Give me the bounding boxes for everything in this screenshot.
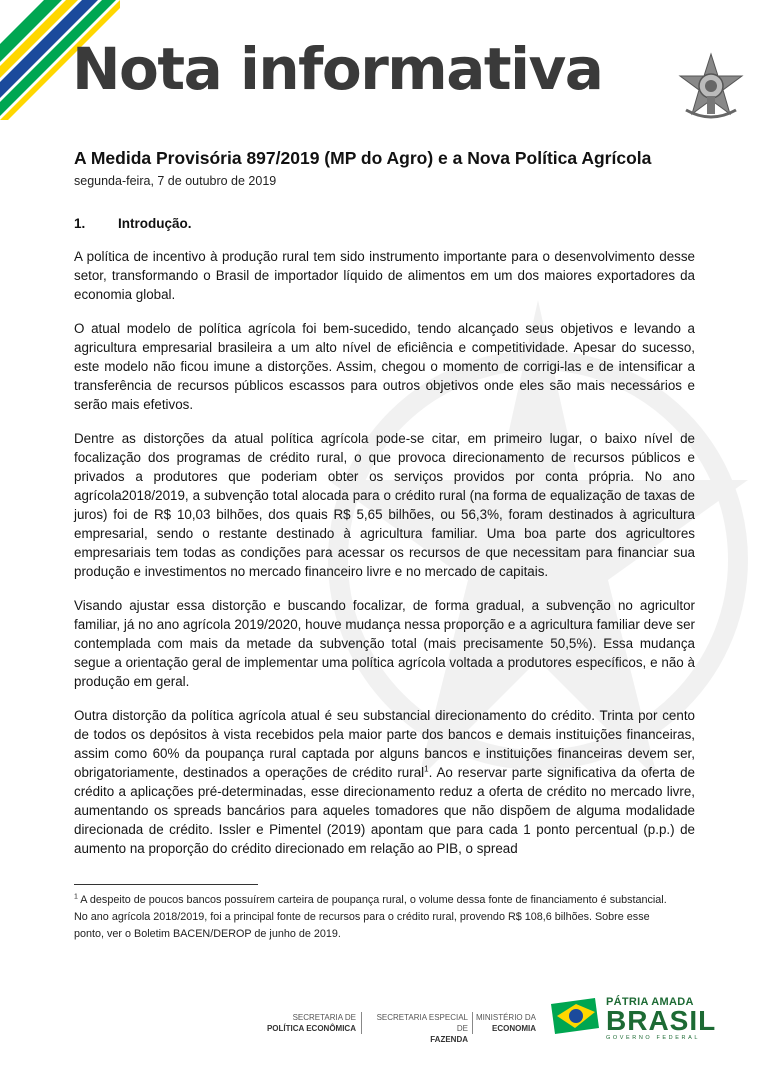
footnote bbox=[74, 892, 674, 943]
paragraph-text: Outra distorção da política agrícola atual é seu substancial direcionamento do crédito. Trinta por cento de todos os depósitos à vista recebidos pela maior parte dos bancos e demais instituições financeiras, assim como 60% da poupança rural captada por alguns bancos e instituições financeiras devem ser, obrigatoriamente, destinados a operações de crédito rural bbox=[74, 708, 695, 780]
document-title: A Medida Provisória 897/2019 (MP do Agro) e a Nova Política Agrícola bbox=[74, 148, 652, 168]
body-text bbox=[74, 247, 695, 873]
footer-label-bold: FAZENDA bbox=[430, 1035, 468, 1044]
logo-governo-federal: GOVERNO FEDERAL bbox=[606, 1035, 701, 1041]
footer-divider bbox=[472, 1012, 473, 1034]
section-heading bbox=[74, 216, 192, 231]
footer-label-bold: POLÍTICA ECONÔMICA bbox=[266, 1024, 356, 1033]
footer-ministerio-economia bbox=[474, 1012, 536, 1034]
coat-of-arms-icon bbox=[676, 52, 746, 122]
page-header-title: Nota informativa bbox=[72, 35, 603, 103]
footnote-divider bbox=[74, 884, 258, 885]
paragraph: O atual modelo de política agrícola foi bem-sucedido, tendo alcançado seus objetivos e levando a agricultura empresarial brasileira a um alto nível de eficiência e competitividade. Apesar do sucesso, este modelo não ficou imune a distorções. Assim, chegou o momento de corrigi-las e de intensificar a transferência de recursos públicos escassos para outros objetivos onde eles são mais necessários e serão mais efetivos. bbox=[74, 321, 695, 412]
footer-label: SECRETARIA ESPECIAL DE bbox=[376, 1013, 468, 1033]
paragraph bbox=[74, 706, 695, 858]
footnote-text: A despeito de poucos bancos possuírem carteira de poupança rural, o volume dessa fonte de financiamento é substancial. No ano agrícola 2018/2019, foi a principal fonte de recursos para o crédito rural, provendo R$ 108,6 bilhões. Sobre esse ponto, ver o Boletim BACEN/DEROP de junho de 2019. bbox=[74, 894, 667, 940]
patria-amada-brasil-logo bbox=[606, 996, 716, 1042]
footer-label: MINISTÉRIO DA bbox=[475, 1013, 536, 1022]
footer-secretaria-fazenda bbox=[364, 1012, 468, 1045]
footnote-reference[interactable]: 1 bbox=[424, 764, 429, 774]
paragraph: Visando ajustar essa distorção e buscando focalizar, de forma gradual, a subvenção no agricultor familiar, já no ano agrícola 2019/2020, houve mudança nessa proporção e a agricultura familiar deve ser contemplada com mais da metade da subvenção total (mais precisamente 50,5%). Essa mudança segue a orientação geral de implementar uma política agrícola voltada a produtores específicos, e não à produção em geral. bbox=[74, 598, 695, 689]
document-date: segunda-feira, 7 de outubro de 2019 bbox=[74, 174, 277, 188]
logo-tagline: PÁTRIA AMADA bbox=[606, 996, 694, 1008]
section-number: 1. bbox=[74, 216, 86, 231]
logo-brasil: BRASIL bbox=[606, 1005, 717, 1036]
footer-label: SECRETARIA DE bbox=[292, 1013, 356, 1022]
brazil-flag-icon bbox=[551, 998, 601, 1034]
footer-label-bold: ECONOMIA bbox=[492, 1024, 536, 1033]
paragraph-text: . Ao reservar parte significativa da oferta de crédito a aplicações pré-determinadas, esse direcionamento reduz a oferta de crédito no mercado livre, aumentando os spreads bancários para aqueles tomadores que não dispõem de alguma modalidade direcionada de crédito. Issler e Pimentel (2019) apontam que para cada 1 ponto percentual (p.p.) de aumento na proporção do crédito direcionado em relação ao PIB, o spread bbox=[74, 765, 696, 856]
footnote-marker: 1 bbox=[74, 893, 78, 901]
section-title: Introdução. bbox=[118, 216, 192, 231]
footer-divider bbox=[361, 1012, 362, 1034]
footer-secretaria-politica-economica bbox=[262, 1012, 356, 1034]
paragraph: Dentre as distorções da atual política agrícola pode-se citar, em primeiro lugar, o baixo nível de focalização dos programas de crédito rural, o que provoca direcionamento de recursos públicos e privados a produtores que poderiam obter os serviços providos por conta própria. No ano agrícola2018/2019, a subvenção total alocada para o crédito rural (na forma de equalização de taxas de juros) foi de R$ 10,03 bilhões, dos quais R$ 5,65 bilhões, ou 56,3%, foram destinados à agricultura empresarial, sendo o restante destinado à agricultura familiar. Uma boa parte dos agricultores empresariais tem todas as condições para acessar os recursos de que necessitam para financiar sua produção e investimentos no mercado financeiro livre e no mercado de capitais. bbox=[74, 431, 695, 579]
paragraph: A política de incentivo à produção rural tem sido instrumento importante para o desenvolvimento desse setor, transformando o Brasil de importador líquido de alimentos em um dos maiores exportadores da economia global. bbox=[74, 249, 695, 302]
